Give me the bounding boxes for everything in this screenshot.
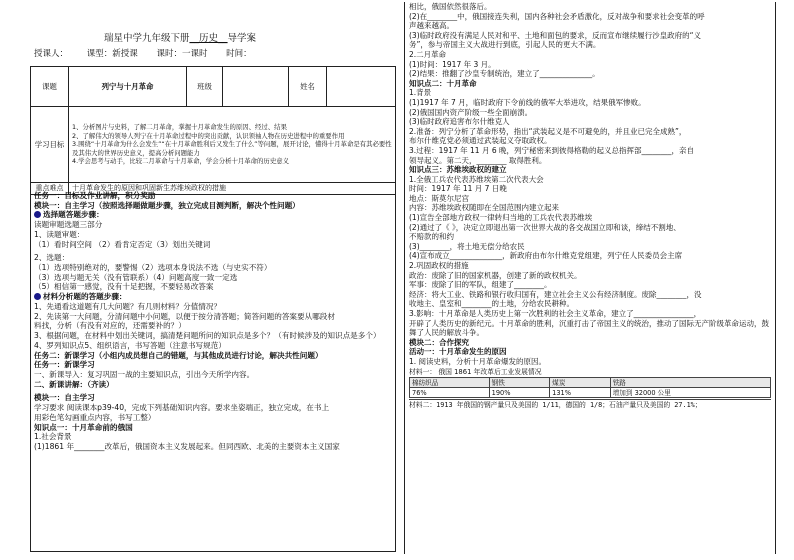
line-text: 3.过程：1917 年 11 月 6 晚，列宁秘密来到彼得格勒的起义总指挥部________，亲自 <box>409 145 694 155</box>
line-text: 声越来越高。 <box>409 21 454 31</box>
right-lines-4 <box>409 40 771 50</box>
left-lines-0 <box>34 191 392 201</box>
mat-head-2: 钢铁 <box>489 378 550 388</box>
line-text: 知识点二：十月革命 <box>409 78 477 88</box>
line-text: （3）选项与题无关（没有管联系）（4）问题高度一致一定选 <box>34 272 238 282</box>
left-lines-14 <box>34 321 392 331</box>
right-lines-16 <box>409 156 771 166</box>
line-text: 政治：废除了旧的国家机器，创建了新的政权机关。 <box>409 270 582 280</box>
right-lines-8 <box>409 79 771 89</box>
line-text: 料找，分析（有没有对应的，还需要补的？） <box>34 321 186 331</box>
line-text: 2.巩固政权的措施 <box>409 261 469 271</box>
line-text: 用彩色笔勾画重点内容，书写工整） <box>34 412 156 422</box>
lesson-title: 列宁与十月革命 <box>69 67 187 107</box>
line-text: 内容：苏维埃政权随即在全国范围内建立起来 <box>409 203 559 213</box>
right-lines-27 <box>409 261 771 271</box>
right-lines-17 <box>409 165 771 175</box>
line-text: 1.社会背景 <box>34 432 72 442</box>
left-lines-16 <box>34 341 392 351</box>
line-text: (1)宣告全部地方政权一律转归当地的工兵农代表苏维埃 <box>409 213 593 223</box>
right-content <box>409 2 771 367</box>
left-lines-25 <box>34 423 392 433</box>
line-text: 3、根据问题，在材料中划出关键词，搞清楚问题所问的知识点是多个？（有时候涉及的知识点是多个） <box>34 331 381 341</box>
right-lines-11 <box>409 108 771 118</box>
line-text: 不赔款的和约 <box>409 232 454 242</box>
line-text: 相比，俄国依然很落后。 <box>409 2 492 11</box>
mat-cell-2: 190% <box>489 388 550 398</box>
line-text: (1)1917 年 7 月，临时政府下令前线的俄军大举进攻，结果俄军惨败。 <box>409 97 646 107</box>
right-lines-13 <box>409 127 771 137</box>
line-text: (3)临时政府没有满足人民对和平、土地和面包的要求，反而宣布继续履行沙皇政府的“义 <box>409 30 702 40</box>
right-lines-36 <box>409 357 771 367</box>
right-column <box>404 2 776 554</box>
title-subject: 历史 <box>199 33 219 44</box>
meta-line <box>34 49 266 60</box>
left-lines-20 <box>34 380 392 390</box>
left-lines-9 <box>34 273 392 283</box>
topic-label: 课题 <box>31 67 69 107</box>
right-lines-30 <box>409 290 771 300</box>
line-text: (3)临时政府追害布尔什维克人 <box>409 117 510 127</box>
material-1 <box>409 368 771 410</box>
line-text: 1、先通看这道题有几大问题？有几则材料？分值情况？ <box>34 301 222 311</box>
line-text: 军事：废除了旧的军队，组建了________。 <box>409 280 552 290</box>
material-1-caption: 材料一： 俄国 1861 年改革后工业发展情况 <box>409 367 542 376</box>
right-lines-6 <box>409 60 771 70</box>
page-title: 瑞星中学九年级下册__历史__导学案 <box>104 33 257 44</box>
right-lines-18 <box>409 175 771 185</box>
name-label: 姓名 <box>289 67 327 107</box>
left-lines-15 <box>34 331 392 341</box>
line-text: (1)时间：1917 年 3 月。 <box>409 59 496 69</box>
line-text: 选择题答题步骤： <box>43 210 104 220</box>
material-2: 材料二：1913 年俄国的钢产量只及美国的 1/11，德国的 1/8；石油产量只及美国的 27.1%； <box>409 399 771 410</box>
left-lines-22 <box>34 393 392 403</box>
line-text: 1.背景 <box>409 88 432 98</box>
left-lines-27 <box>34 442 392 452</box>
left-lines-17 <box>34 351 392 361</box>
right-lines-22 <box>409 213 771 223</box>
line-text: (2)俄国国内资产阶级一些全面崩溃。 <box>409 107 533 117</box>
line-text: 2.二月革命 <box>409 49 447 59</box>
right-lines-28 <box>409 271 771 281</box>
title-prefix: 瑞星中学九年级下册 <box>104 33 190 44</box>
line-text: 1. 阅读史料，分析十月革命爆发的原因。 <box>409 356 547 366</box>
left-lines-10 <box>34 282 392 292</box>
left-lines-7 <box>34 253 392 263</box>
meta-time: 时间： <box>226 49 252 59</box>
line-text: 开辟了人类历史的新纪元。十月革命的胜利，沉重打击了帝国主义的统治，推动了国际无产阶级革命运动，鼓舞了人民的解放斗争。 <box>409 318 769 338</box>
right-lines-1 <box>409 12 771 22</box>
right-lines-10 <box>409 98 771 108</box>
line-text: 时间：1917 年 11 月 7 日晚 <box>409 184 507 194</box>
right-lines-5 <box>409 50 771 60</box>
line-text: 一、新课导入：复习巩固一战的主要知识点，引出今天所学内容。 <box>34 369 255 379</box>
goals-label: 学习目标 <box>31 107 69 183</box>
right-lines-33 <box>409 319 771 338</box>
right-lines-32 <box>409 309 771 319</box>
line-text: 1、读题审题： <box>34 229 85 239</box>
line-text: 务”，参与帝国主义大战进行到底，引起人民的更大不满。 <box>409 40 601 50</box>
right-lines-26 <box>409 251 771 261</box>
line-text: 任务一：新课学习 <box>34 360 95 370</box>
line-text: 2、选题： <box>34 253 70 263</box>
key-points: 十月革命发生的原因和巩固新生苏维埃政权的措施 <box>69 183 396 195</box>
right-lines-14 <box>409 136 771 146</box>
left-lines-2 <box>34 210 392 220</box>
material-1-table <box>409 377 771 398</box>
line-text: 知识点三：苏维埃政权的建立 <box>409 165 507 175</box>
line-text: 任务一：目标及作业讲解，积分奖励 <box>34 191 156 200</box>
left-lines-8 <box>34 263 392 273</box>
line-text: 学习要求 阅读课本p39-40，完成下列基础知识内容。要求坐姿端正，独立完成，在书上 <box>34 403 330 413</box>
line-text: 地点：斯莫尔尼宫 <box>409 193 469 203</box>
line-text: 任务二：新课学习（小组内成员想自己的错题，与其他成员进行讨论，解决共性问题） <box>34 350 323 360</box>
line-text: 读题审题选题三部分 <box>34 220 103 230</box>
right-lines-35 <box>409 347 771 357</box>
left-lines-18 <box>34 360 392 370</box>
left-lines-11 <box>34 292 392 302</box>
mat-cell-4: 增加到 32000 公里 <box>610 388 770 398</box>
mat-head-1: 棉纺织品 <box>410 378 490 388</box>
lesson-info-table <box>30 66 396 195</box>
left-lines-19 <box>34 370 392 380</box>
mat-cell-1: 76% <box>410 388 490 398</box>
line-text: (2)结果：推翻了沙皇专制统治，建立了______________。 <box>409 69 600 79</box>
right-lines-29 <box>409 280 771 290</box>
goal-4: 4.学会思考与动手，比较二月革命与十月革命，学会分析十月革命的历史意义 <box>72 157 289 166</box>
right-lines-3 <box>409 31 771 41</box>
meta-type: 课型：新授课 <box>86 49 138 59</box>
line-text: (3)________，将土地无偿分给农民 <box>409 241 525 251</box>
right-lines-12 <box>409 117 771 127</box>
right-lines-31 <box>409 299 771 309</box>
meta-teacher: 授课人： <box>34 49 69 59</box>
right-lines-23 <box>409 223 771 233</box>
right-lines-20 <box>409 194 771 204</box>
line-text: (2)通过了《 》，决定立即退出第一次世界大战的各交战国立即和谈，缔结不割地、 <box>409 222 681 232</box>
line-text: 4、罗列知识点5、组织语言，书写答题（注意书写规范） <box>34 340 226 350</box>
left-lines-23 <box>34 403 392 413</box>
right-lines-19 <box>409 184 771 194</box>
goal-2: 2、了解伟大的领导人列宁在十月革命过程中的突出贡献，认识领袖人物在历史进程中的重要作用 <box>72 131 345 140</box>
line-text: 模块二：合作探究 <box>409 337 469 347</box>
line-text: 模块一：自主学习（按照选择题做题步骤，独立完成目测判断，解决个性问题） <box>34 200 300 210</box>
right-lines-15 <box>409 146 771 156</box>
line-text: (2)在________中，俄国接连失利，国内各种社会矛盾激化，反对战争和要求社会变革的呼 <box>409 11 705 21</box>
line-text: 收地主、皇室和________的土地，分给农民耕种。 <box>409 299 574 309</box>
left-lines-3 <box>34 220 392 230</box>
left-lines-1 <box>34 201 392 211</box>
line-text: 2.准备：列宁分析了革命形势，指出“武装起义是不可避免的，并且业已完全成熟”， <box>409 126 687 136</box>
left-lines-13 <box>34 312 392 322</box>
bullet-icon <box>34 293 41 300</box>
line-text: 材料分析题的答题步骤： <box>43 292 127 302</box>
title-suffix: 导学案 <box>227 33 257 44</box>
line-text: （1）看时间空间 （2）看肯定否定（3）划出关键词 <box>34 239 211 249</box>
left-lines-4 <box>34 230 392 240</box>
line-text: 3.影响：十月革命是人类历史上第一次胜利的社会主义革命，建立了________________， <box>409 309 702 318</box>
right-lines-24 <box>409 232 771 242</box>
mat-head-3: 煤炭 <box>550 378 611 388</box>
line-text: 领导起义。第二天，________ 取得胜利。 <box>409 155 547 165</box>
right-lines-2 <box>409 21 771 31</box>
left-lines-5 <box>34 240 392 250</box>
right-lines-0 <box>409 2 771 12</box>
class-field[interactable] <box>223 67 289 107</box>
line-text: 布尔什维克党必须通过武装起义夺取政权。 <box>409 136 552 146</box>
goals-cell <box>69 107 396 183</box>
left-content <box>30 190 396 552</box>
bullet-icon <box>34 211 41 218</box>
mat-cell-3: 131% <box>550 388 611 398</box>
line-text: （1）选项特别绝对的，要警惕（2）选项本身说法不选（与史实不符） <box>34 263 272 273</box>
line-text: 二、新课讲解：（齐读） <box>34 379 114 389</box>
right-lines-7 <box>409 69 771 79</box>
line-text: 2、先读第一大问题，分清问题中小问题，以便于按分清答题；简答问题的答案要从哪段材 <box>34 311 335 321</box>
class-label: 班级 <box>187 67 223 107</box>
line-text: 1.全俄工兵农代表苏维埃第二次代表大会 <box>409 174 544 184</box>
line-text: 活动一：十月革命发生的原因 <box>409 347 507 357</box>
line-text: (1)1861 年________改革后，俄国资本主义发展起来。但同西欧、北美的主要资本主义国家 <box>34 441 340 451</box>
mat-head-4: 铁路 <box>610 378 770 388</box>
line-text: (4)宣布成立______________，新政府由布尔什维克党组建，列宁任人民委员会主席 <box>409 251 683 261</box>
line-text: 知识点一：十月革命前的俄国 <box>34 422 133 432</box>
right-lines-25 <box>409 242 771 252</box>
line-text: （5）相信第一感觉，没有十足把握，不要轻易改答案 <box>34 282 214 292</box>
right-lines-9 <box>409 88 771 98</box>
line-text: 模块一：自主学习 <box>34 393 95 403</box>
left-lines-24 <box>34 413 392 423</box>
goal-1: 1、分析图片与史料，了解二月革命，掌握十月革命发生的原因、经过、结果 <box>72 122 287 131</box>
meta-hours: 课时：一课时 <box>156 49 208 59</box>
goal-3: 3.围绕“十月革命为什么会发生”“在十月革命胜利后又发生了什么”等问题，展开讨论，懂得十月革命是有其必要性及其伟大的世界历史意义，提高分析问题能力 <box>72 140 392 157</box>
right-lines-21 <box>409 203 771 213</box>
key-label: 重点难点 <box>31 183 69 195</box>
left-lines-26 <box>34 432 392 442</box>
right-lines-34 <box>409 338 771 348</box>
line-text: 经济：将大工业、铁路和银行收归国有，建立社会主义公有经济制度。废除________，没 <box>409 289 702 299</box>
name-field[interactable] <box>327 67 396 107</box>
left-lines-12 <box>34 302 392 312</box>
